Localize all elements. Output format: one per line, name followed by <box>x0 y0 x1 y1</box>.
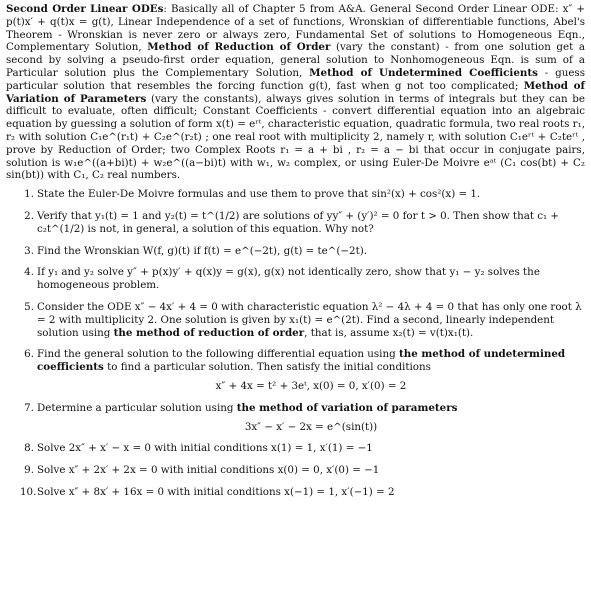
intro-bold-variation: Method of Variation of Parameters <box>6 79 585 105</box>
problem-item <box>20 210 585 236</box>
display-equation: x″ + 4x = t² + 3eᵗ, x(0) = 0, x′(0) = 2 <box>215 379 407 392</box>
problem-number: 3. <box>24 244 34 257</box>
problem-text: Solve x″ + 8x′ + 16x = 0 with initial conditions x(−1) = 1, x′(−1) = 2 <box>37 485 395 498</box>
intro-text-2: (vary the constant) - from one solution get a second by solving a pseudo-first order equation, general solution to Nonhomogeneous Eqn. is sum of a Particular solution plus the Complementary Solution, <box>6 41 585 79</box>
problem-number: 2. <box>24 209 34 222</box>
problem-item <box>20 348 585 392</box>
problem-number: 1. <box>24 188 34 201</box>
problem-item <box>20 442 585 455</box>
problem-number: 8. <box>24 442 34 455</box>
display-equation: 3x″ − x′ − 2x = e^(sin(t)) <box>244 420 378 433</box>
problem-text-pre: Find the general solution to the following differential equation using <box>37 348 399 361</box>
problem-text: Verify that y₁(t) = 1 and y₂(t) = t^(1/2) are solutions of yy″ + (y′)² = 0 for t > 0. Then show that c₁ + c₂t^(1/2) is not, in general, a solution of this equation. Why not? <box>37 209 560 235</box>
problem-method-bold: the method of reduction of order <box>113 326 305 339</box>
problem-text-pre: Determine a particular solution using <box>37 401 237 414</box>
intro-paragraph <box>6 3 585 182</box>
problem-number: 10. <box>20 485 37 498</box>
problem-text: If y₁ and y₂ solve y″ + p(x)y′ + q(x)y = g(x), g(x) not identically zero, show that y₁ − y₂ solves the homogeneous problem. <box>37 266 540 292</box>
problem-item <box>20 486 585 499</box>
intro-text-4: (vary the constants), always gives solution in terms of integrals but they can be difficult to evaluate, often difficult; Constant Coefficients - convert differential equation into an algebraic equation by guessing a solution of form x(t) = eʳᵗ, characteristic equation, quadratic formula, two real roots r₁, r₂ with solution C₁e^(r₁t) + C₂e^(r₂t) ; one real root with multiplicity 2, namely r, with solution C₁eʳᵗ + C₂teʳᵗ , prove by Reduction of Order; two Complex Roots r₁ = a + bi , r₂ = a − bi that occur in conjugate pairs, solution is w₁e^((a+bi)t) + w₂e^((a−bi)t) with w₁, w₂ complex, or using Euler-De Moivre eᵃᵗ (C₁ cos(bt) + C₂ sin(bt)) with C₁, C₂ real numbers. <box>6 92 585 182</box>
problem-text-post: , that is, assume x₂(t) = v(t)x₁(t). <box>304 326 474 339</box>
problem-number: 9. <box>24 464 34 477</box>
problem-text: Solve x″ + 2x′ + 2x = 0 with initial conditions x(0) = 0, x′(0) = −1 <box>37 464 380 477</box>
problem-number: 5. <box>24 300 34 313</box>
problem-text-post: to find a particular solution. Then satisfy the initial conditions <box>103 361 431 374</box>
intro-bold-undetermined: Method of Undetermined Coefficients <box>309 66 538 79</box>
problem-item <box>20 245 585 258</box>
problem-item <box>20 266 585 292</box>
problem-text-pre: Consider the ODE x″ − 4x′ + 4 = 0 with characteristic equation λ² − 4λ + 4 = 0 that has only one root λ = 2 with multiplicity 2. One solution is given by x₁(t) = e^(2t). Find a second, linearly independent solution using <box>37 300 582 339</box>
problem-number: 4. <box>24 266 34 279</box>
intro-body: : Basically all of Chapter 5 from A&A. General Second Order Linear ODE: x″ + p(t)x′ + q(t)x = g(t), Linear Independence of a set of functions, Wronskian of differentiable functions, Abel's Theorem - Wronskian is never zero or always zero, Fundamental Set of solutions to Homogeneous Eqn., Complementary Solution, <box>6 3 585 54</box>
problem-method-bold: the method of variation of parameters <box>236 401 458 414</box>
intro-text-3: - guess particular solution that resembles the forcing function g(t), fast when g not too complicated; <box>6 66 585 92</box>
problem-number: 7. <box>24 401 34 414</box>
intro-title: Second Order Linear ODEs <box>6 3 164 15</box>
problem-method-bold: the method of undetermined coefficients <box>37 348 566 374</box>
problem-text: Find the Wronskian W(f, g)(t) if f(t) = e^(−2t), g(t) = te^(−2t). <box>37 244 368 257</box>
problem-item <box>20 188 585 201</box>
problem-text: State the Euler-De Moivre formulas and use them to prove that sin²(x) + cos²(x) = 1. <box>37 188 481 201</box>
problem-item <box>20 301 585 339</box>
problem-item <box>20 464 585 477</box>
problem-text: Solve 2x″ + x′ − x = 0 with initial conditions x(1) = 1, x′(1) = −1 <box>37 442 373 455</box>
intro-bold-reduction: Method of Reduction of Order <box>147 41 331 54</box>
problem-number: 6. <box>24 348 34 361</box>
problem-list <box>6 188 585 499</box>
problem-item <box>20 402 585 434</box>
